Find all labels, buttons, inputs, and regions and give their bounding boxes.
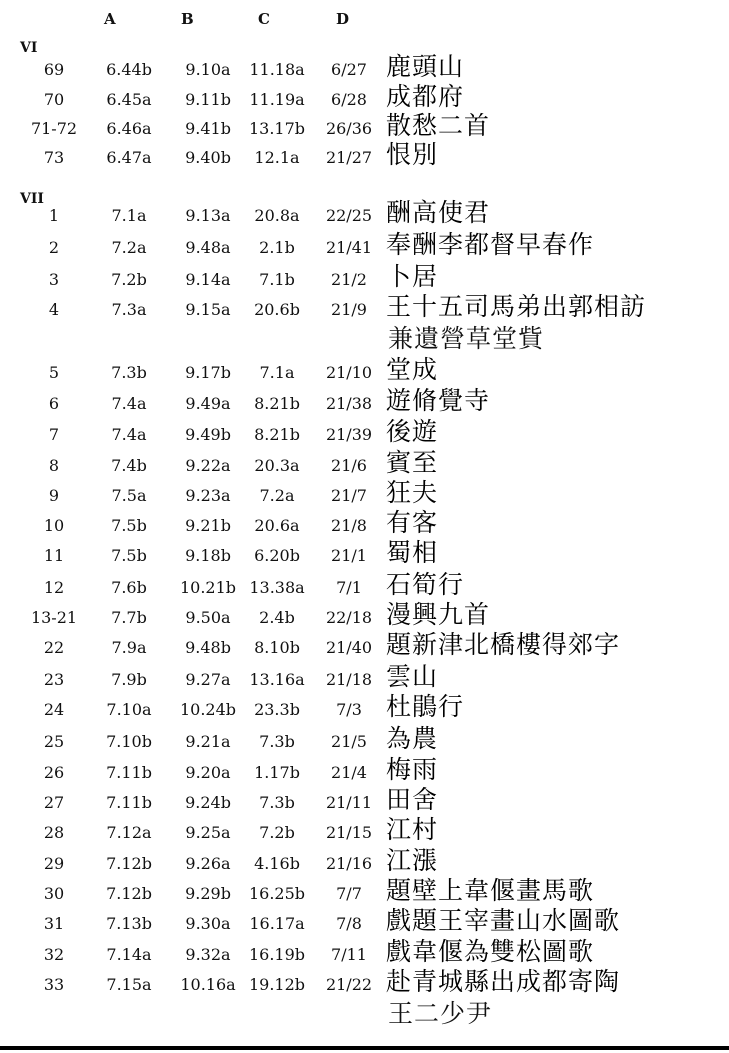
table-row [0, 906, 729, 944]
table-row [0, 508, 729, 546]
table-row [0, 692, 729, 730]
table-row [0, 52, 729, 90]
ref-a: 7.3a [111, 300, 147, 319]
poem-title: 赴青城縣出成都寄陶 [386, 967, 621, 996]
ref-b: 9.17b [185, 363, 231, 382]
table-row [0, 662, 729, 700]
ref-a: 7.12b [106, 854, 152, 873]
ref-d: 26/36 [325, 119, 373, 138]
table-row [0, 111, 729, 149]
ref-c: 11.19a [249, 90, 305, 109]
table-row [0, 386, 729, 424]
table-row [0, 478, 729, 516]
poem-number: 70 [43, 90, 65, 109]
poem-title: 題新津北橋樓得郊字 [386, 630, 621, 659]
ref-b: 9.25a [185, 823, 231, 842]
ref-c: 7.2b [259, 823, 295, 842]
ref-a: 7.5b [111, 516, 147, 535]
poem-number: 1 [48, 206, 60, 225]
ref-a: 6.47a [106, 148, 152, 167]
poem-title: 戲韋偃為雙松圖歌 [386, 937, 595, 966]
ref-a: 7.5a [111, 486, 147, 505]
ref-c: 20.6a [254, 516, 300, 535]
ref-c: 11.18a [249, 60, 305, 79]
poem-number: 71-72 [30, 119, 78, 138]
ref-d: 22/18 [325, 608, 373, 627]
poem-number: 33 [43, 975, 65, 994]
poem-number: 29 [43, 854, 65, 873]
ref-c: 19.12b [248, 975, 306, 994]
ref-a: 7.15a [106, 975, 152, 994]
ref-c: 7.1b [259, 270, 295, 289]
poem-number: 25 [43, 732, 65, 751]
ref-b: 9.49b [185, 425, 231, 444]
ref-c: 2.1b [259, 238, 295, 257]
poem-number: 6 [48, 394, 60, 413]
poem-title: 後遊 [386, 417, 439, 446]
poem-number: 24 [43, 700, 65, 719]
poem-number: 73 [43, 148, 65, 167]
table-row [0, 724, 729, 762]
poem-number: 7 [48, 425, 60, 444]
poem-number: 31 [43, 914, 65, 933]
ref-a: 6.45a [106, 90, 152, 109]
poem-title: 江漲 [386, 846, 439, 875]
table-row [0, 448, 729, 486]
ref-c: 7.3b [259, 793, 295, 812]
ref-d: 21/10 [325, 363, 373, 382]
column-header-d: D [336, 10, 350, 28]
ref-b: 9.48b [185, 638, 231, 657]
poem-title: 雲山 [386, 662, 439, 691]
poem-title: 田舍 [386, 785, 439, 814]
ref-a: 7.12a [106, 823, 152, 842]
ref-c: 8.21b [254, 425, 300, 444]
poem-title: 題壁上韋偃畫馬歌 [386, 876, 595, 905]
poem-number: 30 [43, 884, 65, 903]
ref-c: 7.2a [259, 486, 295, 505]
poem-title: 江村 [386, 815, 439, 844]
ref-a: 7.11b [106, 763, 152, 782]
ref-d: 21/6 [331, 456, 367, 475]
poem-title: 賓至 [386, 448, 439, 477]
ref-d: 21/39 [325, 425, 373, 444]
table-row [0, 355, 729, 393]
poem-number: 10 [43, 516, 65, 535]
ref-a: 7.3b [111, 363, 147, 382]
column-header-b: B [181, 10, 194, 28]
ref-b: 9.11b [185, 90, 231, 109]
poem-number: 4 [48, 300, 60, 319]
poem-title-continuation: 兼遺營草堂貲 [388, 324, 545, 353]
ref-b: 9.13a [185, 206, 231, 225]
poem-title: 杜鵑行 [386, 692, 465, 721]
ref-a: 7.13b [106, 914, 152, 933]
ref-c: 13.16a [249, 670, 305, 689]
ref-b: 9.27a [185, 670, 231, 689]
ref-d: 21/11 [325, 793, 373, 812]
ref-a: 7.4b [111, 456, 147, 475]
ref-d: 21/4 [331, 763, 367, 782]
poem-number: 2 [48, 238, 60, 257]
ref-b: 9.14a [185, 270, 231, 289]
ref-d: 21/5 [331, 732, 367, 751]
ref-b: 9.41b [185, 119, 231, 138]
ref-a: 7.2a [111, 238, 147, 257]
ref-a: 7.2b [111, 270, 147, 289]
ref-b: 9.18b [185, 546, 231, 565]
ref-a: 7.7b [111, 608, 147, 627]
ref-b: 9.23a [185, 486, 231, 505]
poem-title: 散愁二首 [386, 111, 491, 140]
poem-number: 11 [43, 546, 65, 565]
table-row [0, 967, 729, 1005]
ref-c: 6.20b [254, 546, 300, 565]
ref-d: 21/2 [331, 270, 367, 289]
poem-number: 27 [43, 793, 65, 812]
table-row [0, 230, 729, 268]
poem-title-continuation: 王二少尹 [388, 999, 493, 1028]
poem-title: 酬高使君 [386, 198, 491, 227]
ref-c: 16.25b [248, 884, 306, 903]
section-label-vii: VII [20, 191, 44, 207]
table-row [0, 755, 729, 793]
poem-number: 5 [48, 363, 60, 382]
poem-title: 蜀相 [386, 538, 439, 567]
ref-a: 7.14a [106, 945, 152, 964]
ref-b: 10.21b [179, 578, 237, 597]
poem-number: 32 [43, 945, 65, 964]
table-row [0, 417, 729, 455]
poem-title: 漫興九首 [386, 600, 491, 629]
ref-c: 20.6b [254, 300, 300, 319]
ref-c: 7.3b [259, 732, 295, 751]
ref-a: 7.10a [106, 700, 152, 719]
poem-title: 堂成 [386, 355, 439, 384]
ref-b: 9.21a [185, 732, 231, 751]
ref-c: 1.17b [254, 763, 300, 782]
ref-b: 9.48a [185, 238, 231, 257]
ref-c: 12.1a [254, 148, 300, 167]
ref-c: 20.8a [254, 206, 300, 225]
ref-d: 21/38 [325, 394, 373, 413]
ref-a: 7.6b [111, 578, 147, 597]
ref-a: 7.12b [106, 884, 152, 903]
ref-d: 7/7 [336, 884, 362, 903]
ref-d: 7/1 [336, 578, 362, 597]
ref-c: 7.1a [259, 363, 295, 382]
poem-number: 9 [48, 486, 60, 505]
poem-title: 卜居 [386, 262, 439, 291]
poem-title: 石筍行 [386, 570, 465, 599]
ref-c: 23.3b [254, 700, 300, 719]
ref-b: 9.50a [185, 608, 231, 627]
ref-c: 4.16b [254, 854, 300, 873]
ref-a: 7.4a [111, 425, 147, 444]
table-row [0, 82, 729, 120]
ref-b: 9.21b [185, 516, 231, 535]
ref-d: 21/8 [331, 516, 367, 535]
poem-number: 26 [43, 763, 65, 782]
ref-a: 6.44b [106, 60, 152, 79]
ref-c: 8.21b [254, 394, 300, 413]
ref-b: 9.22a [185, 456, 231, 475]
ref-d: 7/8 [336, 914, 362, 933]
ref-c: 16.19b [248, 945, 306, 964]
ref-b: 9.15a [185, 300, 231, 319]
ref-a: 7.1a [111, 206, 147, 225]
ref-b: 9.30a [185, 914, 231, 933]
ref-d: 21/18 [325, 670, 373, 689]
ref-c: 2.4b [259, 608, 295, 627]
ref-b: 10.16a [180, 975, 236, 994]
ref-b: 9.40b [185, 148, 231, 167]
ref-d: 7/3 [336, 700, 362, 719]
ref-c: 16.17a [249, 914, 305, 933]
ref-a: 6.46a [106, 119, 152, 138]
ref-a: 7.5b [111, 546, 147, 565]
table-row [0, 538, 729, 576]
poem-number: 12 [43, 578, 65, 597]
poem-number: 3 [48, 270, 60, 289]
poem-number: 28 [43, 823, 65, 842]
ref-c: 13.17b [248, 119, 306, 138]
ref-d: 6/27 [331, 60, 367, 79]
section-label-vi: VI [20, 40, 38, 56]
poem-number: 22 [43, 638, 65, 657]
ref-b: 9.20a [185, 763, 231, 782]
ref-d: 21/9 [331, 300, 367, 319]
ref-d: 21/15 [325, 823, 373, 842]
ref-a: 7.9b [111, 670, 147, 689]
table-row [0, 570, 729, 608]
ref-b: 9.24b [185, 793, 231, 812]
poem-title: 鹿頭山 [386, 52, 465, 81]
poem-title: 有客 [386, 508, 439, 537]
poem-number: 13-21 [30, 608, 78, 627]
ref-d: 22/25 [325, 206, 373, 225]
ref-a: 7.4a [111, 394, 147, 413]
ref-c: 20.3a [254, 456, 300, 475]
table-row [0, 140, 729, 178]
ref-d: 21/40 [325, 638, 373, 657]
poem-title: 狂夫 [386, 478, 439, 507]
poem-number: 69 [43, 60, 65, 79]
bottom-rule [0, 1046, 729, 1050]
table-row [0, 815, 729, 853]
ref-d: 21/27 [325, 148, 373, 167]
ref-d: 21/41 [325, 238, 373, 257]
table-row [0, 292, 729, 330]
ref-d: 21/1 [331, 546, 367, 565]
poem-title: 王十五司馬弟出郭相訪 [386, 292, 647, 321]
ref-d: 7/11 [331, 945, 367, 964]
poem-title: 恨別 [386, 140, 439, 169]
column-header-a: A [104, 10, 116, 28]
poem-title: 遊脩覺寺 [386, 386, 491, 415]
table-row [0, 785, 729, 823]
ref-b: 9.26a [185, 854, 231, 873]
ref-a: 7.10b [106, 732, 152, 751]
ref-c: 13.38a [249, 578, 305, 597]
poem-number: 23 [43, 670, 65, 689]
ref-b: 9.10a [185, 60, 231, 79]
poem-number: 8 [48, 456, 60, 475]
ref-b: 9.32a [185, 945, 231, 964]
ref-a: 7.9a [111, 638, 147, 657]
poem-title: 梅雨 [386, 755, 439, 784]
ref-d: 21/16 [325, 854, 373, 873]
table-row [0, 630, 729, 668]
ref-b: 10.24b [179, 700, 237, 719]
poem-title: 成都府 [386, 82, 465, 111]
poem-title: 為農 [386, 724, 439, 753]
ref-d: 21/7 [331, 486, 367, 505]
column-header-c: C [258, 10, 270, 28]
ref-d: 21/22 [325, 975, 373, 994]
ref-d: 6/28 [331, 90, 367, 109]
ref-c: 8.10b [254, 638, 300, 657]
poem-title: 戲題王宰畫山水圖歌 [386, 906, 621, 935]
poem-title: 奉酬李都督早春作 [386, 230, 595, 259]
ref-b: 9.29b [185, 884, 231, 903]
ref-a: 7.11b [106, 793, 152, 812]
ref-b: 9.49a [185, 394, 231, 413]
table-row [0, 846, 729, 884]
